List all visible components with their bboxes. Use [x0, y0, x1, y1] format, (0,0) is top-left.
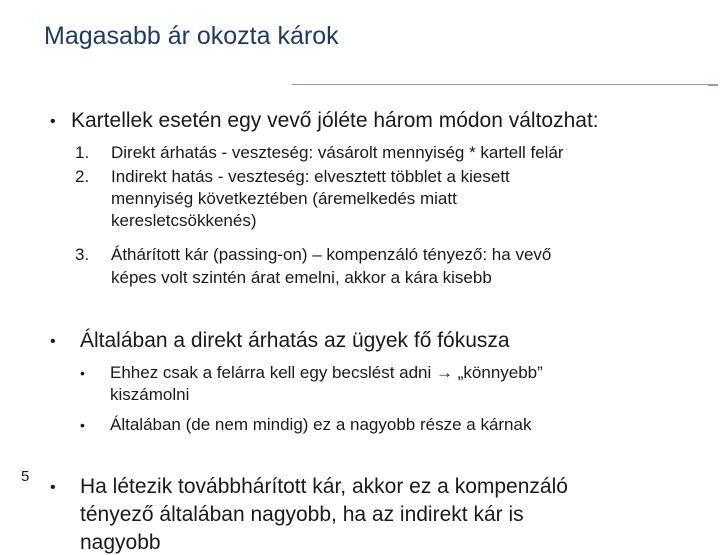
bullet-dot: •	[50, 479, 56, 496]
title-divider-left	[292, 84, 482, 85]
bullet-3-line: Ha létezik továbbhárított kár, akkor ez a kompenzáló	[80, 475, 568, 498]
numbered-item-number: 1.	[75, 143, 90, 162]
subitem-dot: •	[80, 417, 85, 433]
numbered-item-line: képes volt szintén árat emelni, akkor a kára kisebb	[111, 268, 492, 287]
numbered-item-line: mennyiség következtében (áremelkedés miatt	[111, 189, 457, 208]
bullet-2-text: Általában a direkt árhatás az ügyek fő fókusza	[80, 329, 510, 352]
page-number: 5	[21, 468, 30, 485]
title-divider-tick	[708, 84, 718, 86]
title-divider-right	[482, 84, 710, 85]
numbered-item-number: 2.	[75, 167, 90, 186]
subitem-text: „könnyebb”	[457, 363, 543, 382]
numbered-item-line: Áthárított kár (passing-on) – kompenzáló tényező: ha vevő	[111, 245, 552, 264]
subitem-line: kiszámolni	[110, 385, 190, 404]
slide-title: Magasabb ár okozta károk	[44, 22, 339, 50]
numbered-item-number: 3.	[75, 245, 90, 264]
arrow-icon: →	[436, 363, 454, 382]
numbered-item-line: Direkt árhatás - veszteség: vásárolt mennyiség * kartell felár	[111, 143, 564, 162]
bullet-3-line: tényező általában nagyobb, ha az indirekt kár is	[80, 503, 524, 526]
bullet-3-line: nagyobb	[80, 531, 161, 554]
bullet-dot: •	[50, 333, 56, 350]
numbered-item-line: keresletcsökkenés)	[111, 211, 257, 230]
subitem-line	[110, 362, 543, 383]
numbered-item-line: Indirekt hatás - veszteség: elvesztett többlet a kiesett	[111, 167, 510, 186]
bullet-1-text: Kartellek esetén egy vevő jóléte három módon változhat:	[71, 109, 599, 132]
bullet-dot: •	[50, 113, 56, 130]
subitem-line: Általában (de nem mindig) ez a nagyobb része a kárnak	[110, 415, 532, 434]
subitem-text: Ehhez csak a felárra kell egy becslést adni	[110, 363, 437, 382]
subitem-dot: •	[80, 365, 85, 381]
